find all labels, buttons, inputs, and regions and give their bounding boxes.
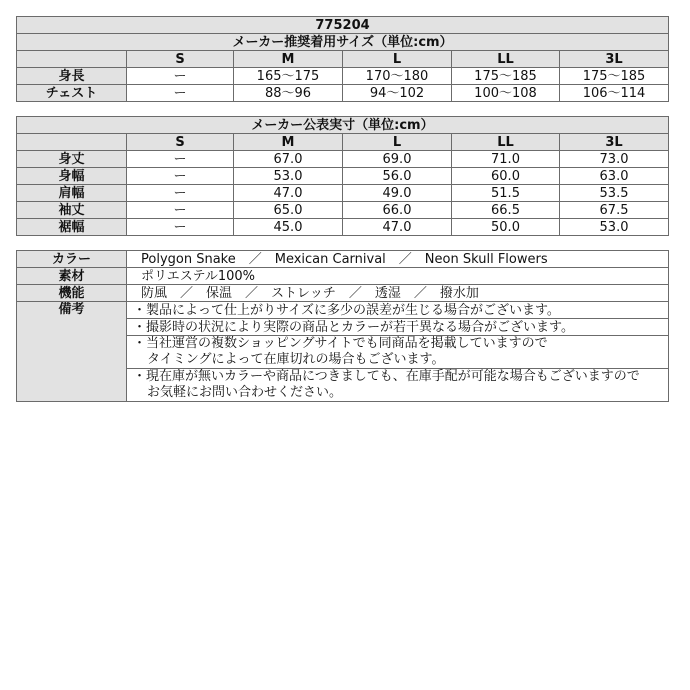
table-cell: 67.0 (234, 151, 343, 168)
color-value: Polygon Snake ／ Mexican Carnival ／ Neon Skull Flowers (127, 251, 669, 268)
table-cell: 53.5 (560, 185, 669, 202)
measured-title: メーカー公表実寸（単位:cm） (17, 117, 669, 134)
table-cell: 100〜108 (452, 85, 560, 102)
size-header: LL (452, 134, 560, 151)
table-cell: 175〜185 (452, 68, 560, 85)
table-cell: 51.5 (452, 185, 560, 202)
table-row (17, 85, 669, 102)
recommended-size-table (16, 16, 669, 102)
table-cell: 66.0 (343, 202, 452, 219)
size-header: M (234, 134, 343, 151)
table-cell: 69.0 (343, 151, 452, 168)
recommended-title: メーカー推奨着用サイズ（単位:cm） (17, 34, 669, 51)
note-item: ・撮影時の状況により実際の商品とカラーが若干異なる場合がございます。 (127, 319, 669, 336)
table-cell: 60.0 (452, 168, 560, 185)
function-label: 機能 (17, 285, 127, 302)
table-cell: 66.5 (452, 202, 560, 219)
size-header-row (17, 51, 669, 68)
table-cell: ー (127, 185, 234, 202)
table-cell: 165〜175 (234, 68, 343, 85)
table-cell: 50.0 (452, 219, 560, 236)
table-cell: 94〜102 (343, 85, 452, 102)
note-item (127, 369, 669, 402)
table-cell: 65.0 (234, 202, 343, 219)
table-cell: 73.0 (560, 151, 669, 168)
table-cell: 49.0 (343, 185, 452, 202)
table-row (17, 219, 669, 236)
table-cell: ー (127, 202, 234, 219)
table-cell: 53.0 (560, 219, 669, 236)
table-cell: ー (127, 151, 234, 168)
table-cell: 53.0 (234, 168, 343, 185)
size-header: L (343, 134, 452, 151)
size-header: 3L (560, 134, 669, 151)
row-label: 裾幅 (17, 219, 127, 236)
note-line: お気軽にお問い合わせください。 (147, 385, 343, 400)
table-cell: 47.0 (234, 185, 343, 202)
size-header: L (343, 51, 452, 68)
note-item: ・製品によって仕上がりサイズに多少の誤差が生じる場合がございます。 (127, 302, 669, 319)
table-cell: 63.0 (560, 168, 669, 185)
table-cell: ー (127, 68, 234, 85)
function-value: 防風 ／ 保温 ／ ストレッチ ／ 透湿 ／ 撥水加 (127, 285, 669, 302)
table-cell: 71.0 (452, 151, 560, 168)
measured-size-table (16, 116, 669, 236)
note-line: ・現在庫が無いカラーや商品につきましても、在庫手配が可能な場合もございますので (133, 369, 640, 384)
table-cell: ー (127, 219, 234, 236)
product-details-table (16, 250, 669, 402)
table-cell: 170〜180 (343, 68, 452, 85)
note-line: ・当社運営の複数ショッピングサイトでも同商品を掲載していますので (133, 336, 548, 351)
corner-cell (17, 134, 127, 151)
material-value: ポリエステル100% (127, 268, 669, 285)
row-label: チェスト (17, 85, 127, 102)
size-header: LL (452, 51, 560, 68)
table-cell: 175〜185 (560, 68, 669, 85)
row-label: 身長 (17, 68, 127, 85)
detail-row-notes (17, 302, 669, 319)
table-cell: 88〜96 (234, 85, 343, 102)
size-header: M (234, 51, 343, 68)
detail-row-function (17, 285, 669, 302)
material-label: 素材 (17, 268, 127, 285)
detail-row-material (17, 268, 669, 285)
table-cell: ー (127, 168, 234, 185)
table-row (17, 202, 669, 219)
table-row (17, 68, 669, 85)
product-code: 775204 (17, 17, 669, 34)
note-line: タイミングによって在庫切れの場合もございます。 (147, 352, 445, 367)
table-cell: ー (127, 85, 234, 102)
corner-cell (17, 51, 127, 68)
size-header: S (127, 134, 234, 151)
table-cell: 45.0 (234, 219, 343, 236)
table-cell: 47.0 (343, 219, 452, 236)
row-label: 身幅 (17, 168, 127, 185)
table-row (17, 151, 669, 168)
table-row (17, 185, 669, 202)
notes-label: 備考 (17, 302, 127, 402)
table-row (17, 168, 669, 185)
color-label: カラー (17, 251, 127, 268)
table-cell: 67.5 (560, 202, 669, 219)
size-header-row (17, 134, 669, 151)
row-label: 身丈 (17, 151, 127, 168)
detail-row-color (17, 251, 669, 268)
size-header: S (127, 51, 234, 68)
note-item (127, 336, 669, 369)
size-header: 3L (560, 51, 669, 68)
table-cell: 106〜114 (560, 85, 669, 102)
row-label: 肩幅 (17, 185, 127, 202)
row-label: 袖丈 (17, 202, 127, 219)
table-cell: 56.0 (343, 168, 452, 185)
